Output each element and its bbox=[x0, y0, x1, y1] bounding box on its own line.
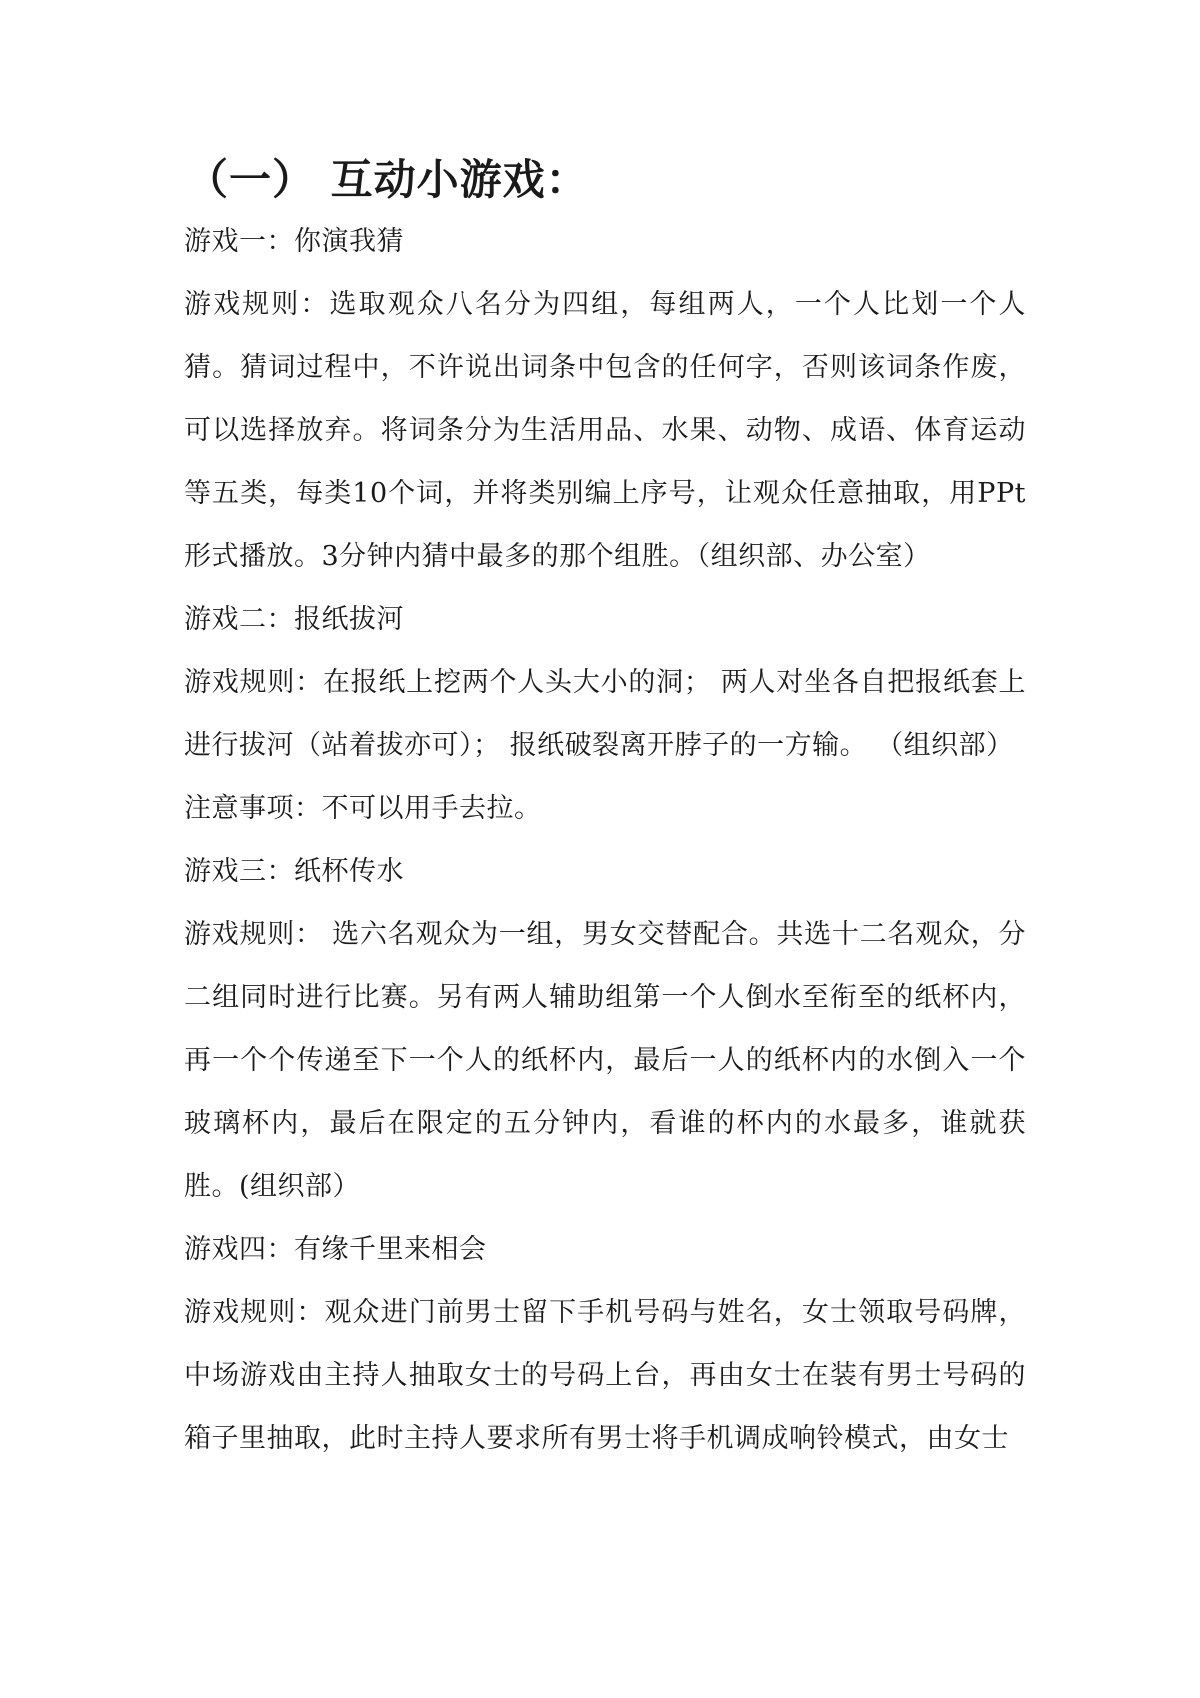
game-4-title: 游戏四：有缘千里来相会 bbox=[184, 1234, 487, 1265]
game-2-title: 游戏二：报纸拔河 bbox=[184, 604, 404, 635]
game-2-note: 注意事项：不可以用手去拉。 bbox=[184, 793, 542, 824]
document-body bbox=[184, 210, 1026, 1470]
game-3-rules: 游戏规则： 选六名观众为一组，男女交替配合。共选十二名观众，分二组同时进行比赛。另有两人辅助组第一个人倒水至衔至的纸杯内，再一个个传递至下一个人的纸杯内，最后一人的纸杯内的水倒入一个玻璃杯内，最后在限定的五分钟内，看谁的杯内的水最多，谁就获胜。(组织部） bbox=[184, 919, 1026, 1202]
game-3-title: 游戏三：纸杯传水 bbox=[184, 856, 404, 887]
game-2-rules: 游戏规则：在报纸上挖两个人头大小的洞； 两人对坐各自把报纸套上进行拔河（站着拔亦可）； 报纸破裂离开脖子的一方输。 （组织部） bbox=[184, 667, 1026, 761]
game-1-rules: 游戏规则：选取观众八名分为四组，每组两人，一个人比划一个人猜。猜词过程中，不许说出词条中包含的任何字，否则该词条作废，可以选择放弃。将词条分为生活用品、水果、动物、成语、体育运动等五类，每类10个词，并将类别编上序号，让观众任意抽取，用PPt形式播放。3分钟内猜中最多的那个组胜。（组织部、办公室） bbox=[184, 289, 1026, 572]
game-1-title: 游戏一：你演我猜 bbox=[184, 226, 404, 257]
section-heading: （一） 互动小游戏： bbox=[186, 155, 589, 204]
game-4-rules: 游戏规则：观众进门前男士留下手机号码与姓名，女士领取号码牌，中场游戏由主持人抽取女士的号码上台，再由女士在装有男士号码的箱子里抽取，此时主持人要求所有男士将手机调成响铃模式，由女士 bbox=[184, 1297, 1026, 1454]
